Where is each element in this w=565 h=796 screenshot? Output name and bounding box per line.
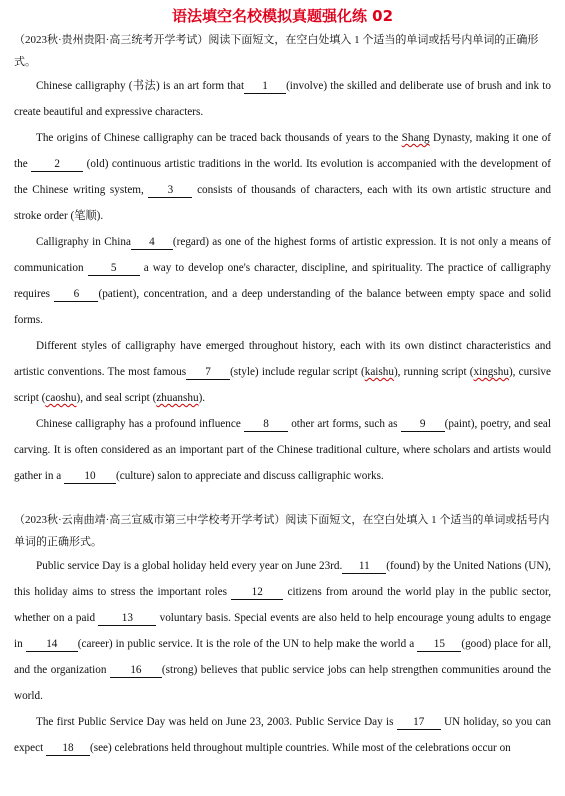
s1-paragraph-5: Chinese calligraphy has a profound influence 8 other art forms, such as 9 (paint), poetry, and seal carving. It is often considered as an important part of the Chinese traditional culture, where scholars and artists would gather in a 10 (culture) salon to appreciate and discuss calligraphic works. xyxy=(14,418,551,482)
term-shang: Shang xyxy=(401,132,430,144)
section1-intro: （2023秋·贵州贵阳·高三统考开学考试）阅读下面短文，在空白处填入 1 个适当的单词或括号内单词的正确形式。 xyxy=(14,34,539,68)
blank-2: 2 xyxy=(31,157,83,172)
s2-paragraph-2: The first Public Service Day was held on June 23, 2003. Public Service Day is 17 UN holiday, so you can expect 18 (see) celebrations held throughout multiple countries. While most of the celebrations occur on xyxy=(14,716,551,754)
blank-6: 6 xyxy=(54,287,98,302)
term-xingshu: xingshu xyxy=(473,366,509,378)
blank-13: 13 xyxy=(98,611,156,626)
blank-8: 8 xyxy=(244,417,288,432)
section-gap xyxy=(14,489,551,509)
blank-1: 1 xyxy=(244,79,286,94)
s1-paragraph-2: The origins of Chinese calligraphy can be traced back thousands of years to the Shang Dynasty, making it one of the 2 (old) continuous artistic traditions in the world. Its evolution is accompanied with the development of the Chinese writing system, 3 consists of thousands of characters, each with its own artistic structure and stroke order (笔顺). xyxy=(14,132,552,222)
blank-14: 14 xyxy=(26,637,78,652)
s1-paragraph-4: Different styles of calligraphy have emerged throughout history, each with its own distinct characteristics and artistic conventions. The most famous 7 (style) include regular script (kaishu), running script (xingshu), cursive script (caoshu), and seal script (zhuanshu). xyxy=(14,340,551,404)
term-caoshu: caoshu xyxy=(45,392,77,404)
blank-3: 3 xyxy=(148,183,192,198)
s1-paragraph-3: Calligraphy in China 4 (regard) as one of the highest forms of artistic expression. It is not only a means of communication 5 a way to develop one's character, discipline, and spirituality. The practice of calligraphy requires 6 (patient), concentration, and a deep understanding of the balance between empty space and solid forms. xyxy=(14,236,552,326)
blank-12: 12 xyxy=(231,585,283,600)
blank-17: 17 xyxy=(397,715,441,730)
blank-15: 15 xyxy=(417,637,461,652)
term-zhuanshu: zhuanshu xyxy=(156,392,199,404)
blank-18: 18 xyxy=(46,741,90,756)
document-title: 语法填空名校模拟真题强化练 02 xyxy=(171,7,394,25)
blank-4: 4 xyxy=(131,235,173,250)
blank-10: 10 xyxy=(64,469,116,484)
term-kaishu: kaishu xyxy=(364,366,394,378)
section2-intro: （2023秋·云南曲靖·高三宣威市第三中学校考开学考试）阅读下面短文，在空白处填入 1 个适当的单词或括号内单词的正确形式。 xyxy=(14,514,550,548)
s2-paragraph-1: Public service Day is a global holiday held every year on June 23rd. 11 (found) by the United Nations (UN), this holiday aims to stress the important roles 12 citizens from around the world play in the public sector, whether on a paid 13 voluntary basis. Special events are also held to help encourage young adults to engage in 14 (career) in public service. It is the role of the UN to help make the world a 15 (good) place for all, and the organization 16 (strong) believes that public service jobs can help strengthen communities around the world. xyxy=(14,560,552,702)
blank-5: 5 xyxy=(88,261,140,276)
blank-7: 7 xyxy=(186,365,230,380)
blank-16: 16 xyxy=(110,663,162,678)
blank-11: 11 xyxy=(342,559,386,574)
blank-9: 9 xyxy=(401,417,445,432)
s1-paragraph-1: Chinese calligraphy (书法) is an art form that 1 (involve) the skilled and deliberate use of brush and ink to create beautiful and expressive characters. xyxy=(14,80,551,118)
